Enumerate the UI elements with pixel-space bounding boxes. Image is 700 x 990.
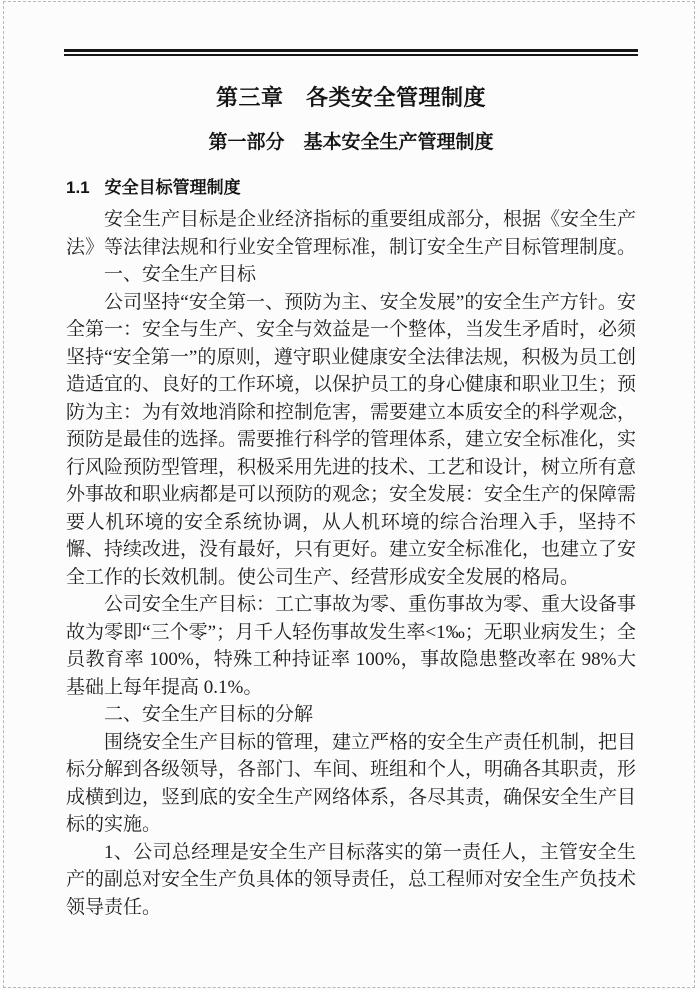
paragraph-subheading-one: 一、安全生产目标 <box>104 264 257 285</box>
document-content <box>66 0 636 921</box>
paragraph-responsibility: 1、公司总经理是安全生产目标落实的第一责任人，主管安全生产的副总对安全生产负具体的领导责任，总工程师对安全生产负技术领导责任。 <box>66 841 637 918</box>
section-heading <box>66 177 636 199</box>
paragraph-subheading-two: 二、安全生产目标的分解 <box>104 704 314 725</box>
part-title: 第一部分 基本安全生产管理制度 <box>208 132 494 153</box>
header-double-rule <box>64 49 638 56</box>
paragraph-decomposition: 围绕安全生产目标的管理，建立严格的安全生产责任机制，把目标分解到各级领导，各部门、车间、班组和个人，明确各其职责，形成横到边，竖到底的安全生产网络体系，各尽其责，确保安全生产目标的实施。 <box>66 731 637 835</box>
paragraph-intro: 安全生产目标是企业经济指标的重要组成部分，根据《安全生产法》等法律法规和行业安全管理标准，制订安全生产目标管理制度。 <box>66 209 637 258</box>
paragraph-policy: 公司坚持“安全第一、预防为主、安全发展”的安全生产方针。安全第一：安全与生产、安全与效益是一个整体，当发生矛盾时，必须坚持“安全第一”的原则，遵守职业健康安全法律法规，积极为员工创造适宜的、良好的工作环境，以保护员工的身心健康和职业卫生；预防为主：为有效地消除和控制危害，需要建立本质安全的科学观念，预防是最佳的选择。需要推行科学的管理体系，建立安全标准化，实行风险预防型管理，积极采用先进的技术、工艺和设计，树立所有意外事故和职业病都是可以预防的观念；安全发展：安全生产的保障需要人机环境的安全系统协调，从人机环境的综合治理入手，坚持不懈、持续改进，没有最好，只有更好。建立安全标准化，也建立了安全工作的长效机制。使公司生产、经营形成安全发展的格局。 <box>66 291 637 588</box>
paragraph-targets: 公司安全生产目标：工亡事故为零、重伤事故为零、重大设备事故为零即“三个零”；月千人轻伤事故发生率<1‰；无职业病发生；全员教育率 100%，特殊工种持证率 100%，事故隐患整改率在 98%大基础上每年提高 0.1%。 <box>66 594 637 698</box>
chapter-title: 第三章 各类安全管理制度 <box>215 85 486 110</box>
section-title: 安全目标管理制度 <box>104 178 241 197</box>
section-number: 1.1 <box>66 178 90 197</box>
